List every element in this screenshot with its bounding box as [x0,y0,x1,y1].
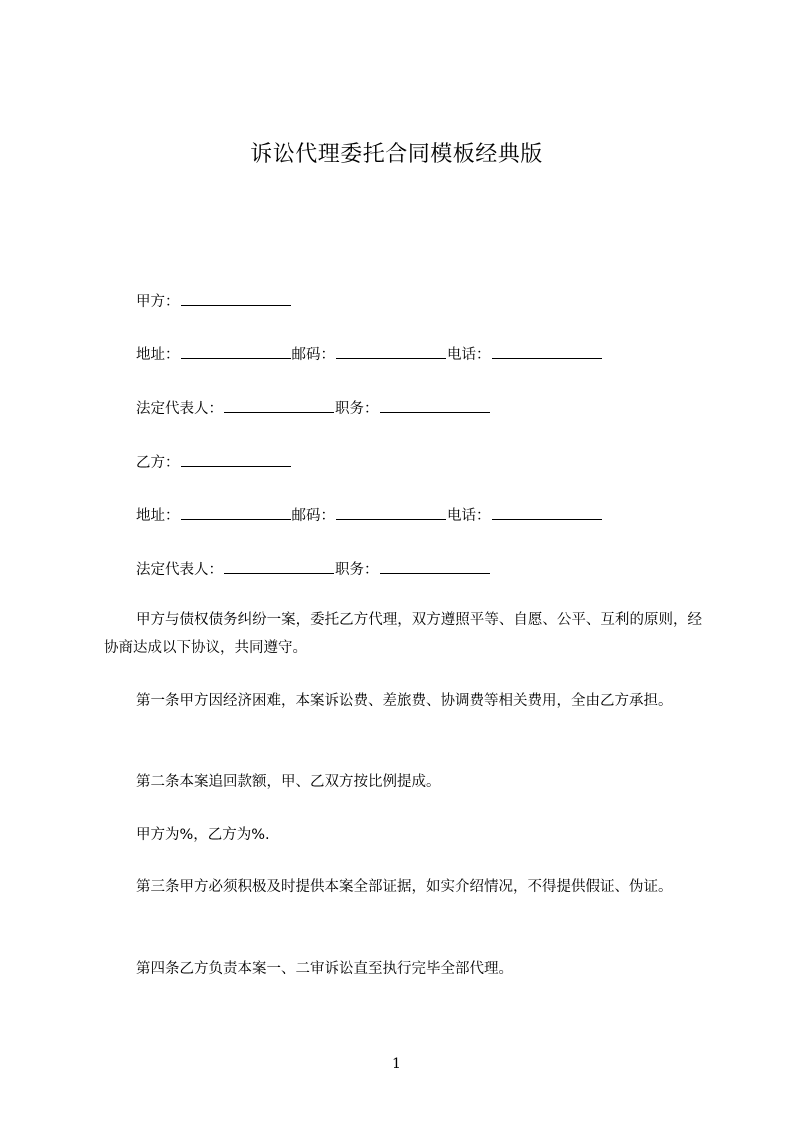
document-title: 诉讼代理委托合同模板经典版 [250,142,543,167]
party-b-rep-line [136,559,491,580]
party-b-label: 乙方： [136,455,180,471]
party-b-address-line [136,505,603,526]
party-a-address-label: 地址： [136,347,180,363]
party-a-legal-rep-label: 法定代表人： [136,401,223,417]
page-number: 1 [392,1056,401,1072]
party-b-blank [181,452,291,467]
party-a-phone-blank [492,344,602,359]
party-b-phone-blank [492,505,602,520]
party-a-line [136,291,292,312]
party-b-address-blank [181,505,291,520]
party-a-blank [181,291,291,306]
paragraph-article-4: 第四条乙方负责本案一、二审诉讼直至执行完毕全部代理。 [136,961,513,977]
party-b-phone-label: 电话： [447,508,491,524]
party-b-position-label: 职务： [335,562,379,578]
party-a-address-blank [181,344,291,359]
party-b-position-blank [380,559,490,574]
paragraph-article-1: 第一条甲方因经济困难，本案诉讼费、差旅费、协调费等相关费用，全由乙方承担。 [136,693,673,709]
paragraph-intro: 甲方与债权债务纠纷一案，委托乙方代理，双方遵照平等、自愿、公平、互利的原则，经协商达成以下协议，共同遵守。 [104,612,702,656]
party-b-address-label: 地址： [136,508,180,524]
paragraph-article-3: 第三条甲方必须积极及时提供本案全部证据，如实介绍情况，不得提供假证、伪证。 [136,879,673,895]
party-a-label: 甲方： [136,294,180,310]
party-b-postcode-blank [336,505,446,520]
party-b-legal-rep-blank [224,559,334,574]
party-a-position-label: 职务： [335,401,379,417]
party-b-line [136,452,292,473]
party-b-postcode-label: 邮码： [291,508,335,524]
paragraph-ratio: 甲方为%，乙方为%. [136,827,270,843]
party-a-postcode-label: 邮码： [291,347,335,363]
party-a-phone-label: 电话： [447,347,491,363]
party-a-position-blank [380,398,490,413]
party-b-legal-rep-label: 法定代表人： [136,562,223,578]
party-a-legal-rep-blank [224,398,334,413]
paragraph-article-2: 第二条本案追回款额，甲、乙双方按比例提成。 [136,774,441,790]
party-a-rep-line [136,398,491,419]
party-a-address-line [136,344,603,365]
party-a-postcode-blank [336,344,446,359]
